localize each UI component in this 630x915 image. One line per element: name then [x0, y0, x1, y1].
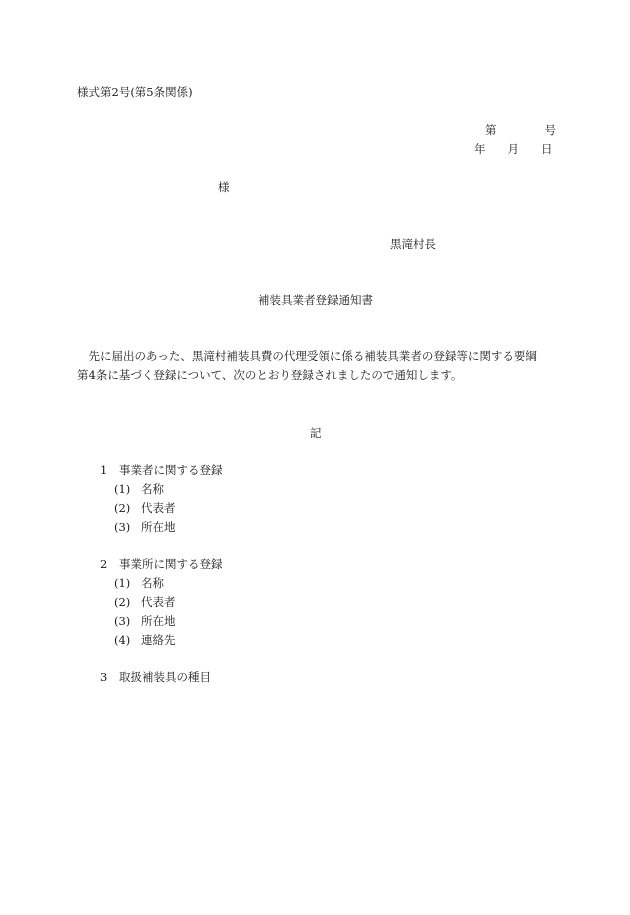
section-number: 1 [100, 463, 108, 477]
section-3-heading [100, 670, 211, 684]
section-title: 事業所に関する登録 [119, 557, 223, 571]
section-number: 2 [100, 557, 108, 571]
section-2-item-1 [114, 576, 164, 590]
section-number: 3 [100, 670, 108, 684]
item-number: (2) [114, 501, 131, 515]
item-label: 所在地 [141, 614, 176, 628]
date-line [474, 142, 553, 156]
date-day: 日 [541, 142, 553, 156]
issuer: 黒滝村長 [390, 237, 436, 251]
form-number: 様式第2号(第5条関係) [77, 85, 193, 99]
number-suffix: 号 [544, 123, 556, 137]
item-label: 名称 [141, 482, 164, 496]
section-1-item-1 [114, 482, 164, 496]
section-title: 取扱補装具の種目 [119, 670, 211, 684]
document-number-line [485, 123, 556, 137]
item-label: 名称 [141, 576, 164, 590]
item-label: 連絡先 [141, 633, 176, 647]
item-label: 所在地 [141, 520, 176, 534]
date-month: 月 [507, 142, 519, 156]
section-title: 事業者に関する登録 [119, 463, 223, 477]
document-title: 補装具業者登録通知書 [258, 293, 373, 307]
addressee-suffix: 様 [218, 180, 230, 194]
section-2-heading [100, 557, 223, 571]
item-number: (3) [114, 614, 131, 628]
item-number: (1) [114, 482, 131, 496]
section-1-heading [100, 463, 223, 477]
number-prefix: 第 [485, 123, 497, 137]
body-text [77, 347, 557, 385]
item-label: 代表者 [141, 501, 176, 515]
ki-heading: 記 [310, 426, 322, 440]
section-1-item-3 [114, 520, 176, 534]
item-number: (1) [114, 576, 131, 590]
body-line-1: 先に届出のあった、黒滝村補装具費の代理受領に係る補装具業者の登録等に関する要綱 [77, 349, 537, 363]
section-2-item-3 [114, 614, 176, 628]
item-label: 代表者 [141, 595, 176, 609]
date-year: 年 [474, 142, 486, 156]
section-2-item-2 [114, 595, 176, 609]
item-number: (4) [114, 633, 131, 647]
section-1-item-2 [114, 501, 176, 515]
body-line-2: 第4条に基づく登録について、次のとおり登録されましたので通知します。 [77, 368, 463, 382]
section-2-item-4 [114, 633, 176, 647]
item-number: (2) [114, 595, 131, 609]
item-number: (3) [114, 520, 131, 534]
